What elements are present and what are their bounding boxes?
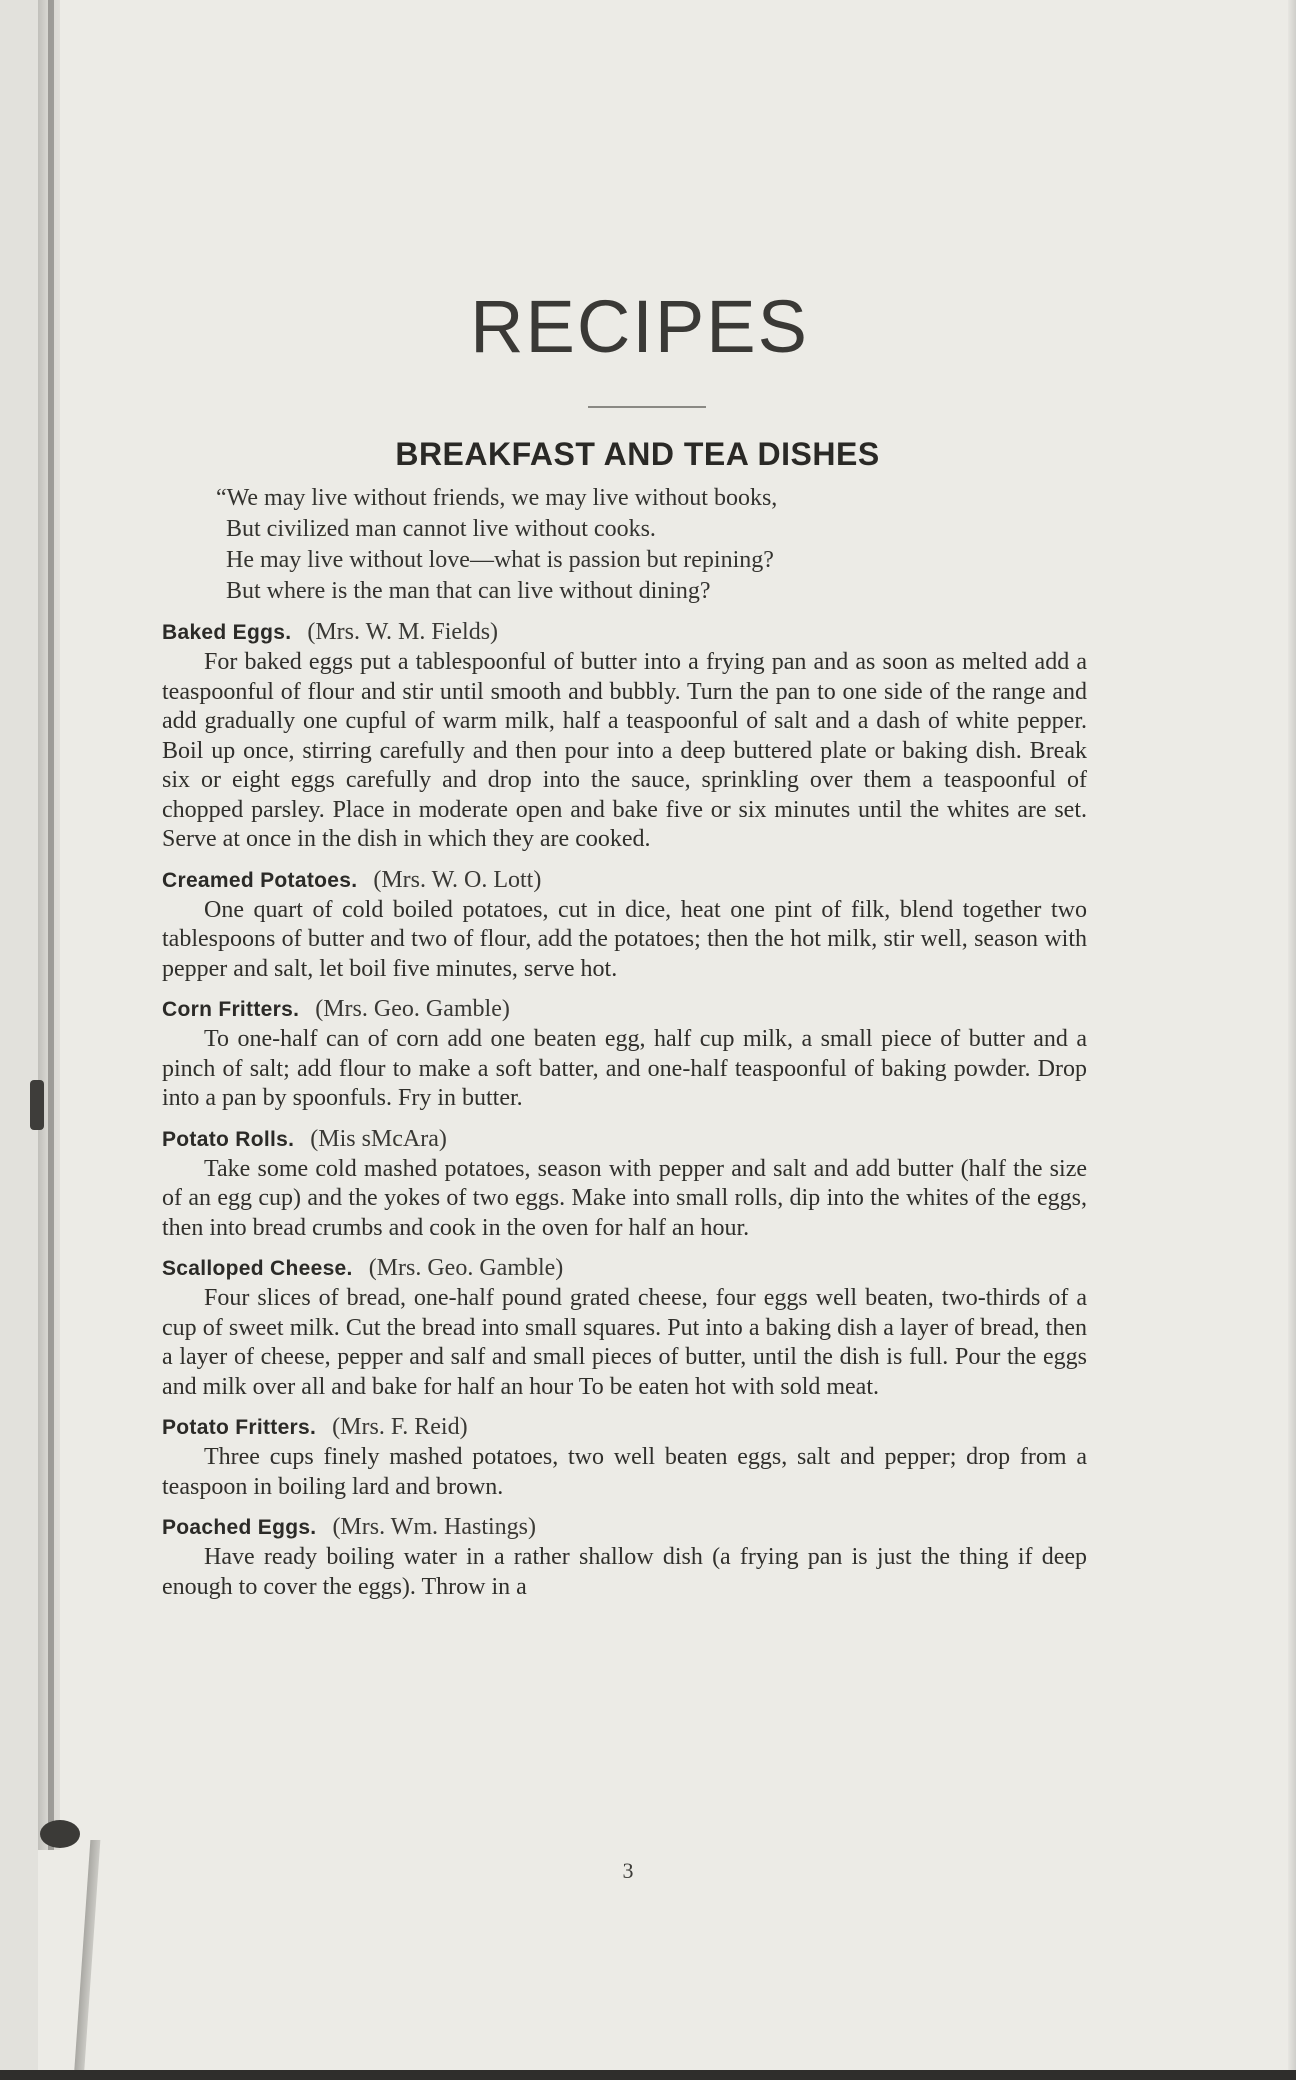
epigraph-verse [216,483,1087,607]
recipe-creamed-potatoes [162,865,1087,985]
recipe-scalloped-cheese [162,1253,1087,1402]
recipe-author: (Mis sMcAra) [310,1125,447,1152]
verse-line: But where is the man that can live without dining? [226,578,711,604]
verse-line: But civilized man cannot live without cooks. [226,516,656,542]
recipe-header [162,865,1087,896]
recipe-body: For baked eggs put a tablespoonful of butter into a frying pan and as soon as melted add a teaspoonful of flour and stir until smooth and bubbly. Turn the pan to one side of the range and add gradually one cupful of warm milk, half a teaspoonful of salt and a dash of white pepper. Boil up once, stirring carefully and then pour into a deep buttered plate or baking dish. Break six or eight eggs carefully and drop into the sauce, sprinkling over them a teaspoonful of chopped parsley. Place in moderate open and bake five or six minutes until the whites are set. Serve at once in the dish in which they are cooked. [162,649,1087,852]
recipe-baked-eggs [162,617,1087,855]
recipe-header [162,1124,1087,1155]
recipe-author: (Mrs. Geo. Gamble) [368,1255,564,1281]
verse-line: “We may live without friends, we may live without books, [216,485,778,511]
binding-edge [48,0,54,1850]
recipe-name: Potato Fritters. [162,1416,317,1439]
recipe-header [162,994,1087,1025]
recipe-name: Baked Eggs. [162,621,292,644]
recipe-author: (Mrs. Wm. Hastings) [332,1514,536,1540]
recipe-header [162,1412,1087,1443]
recipe-body: Four slices of bread, one-half pound grated cheese, four eggs well beaten, two-thirds of a cup of sweet milk. Cut the bread into small squares. Put into a baking dish a layer of bread, then a layer of cheese, pepper and salf and small pieces of butter, until the dish is full. Pour the eggs and milk over all and bake for half an hour To be eaten hot with sold meat. [162,1285,1087,1400]
recipe-author: (Mrs. Geo. Gamble) [315,996,510,1022]
recipe-body: To one-half can of corn add one beaten egg, half cup milk, a small piece of butter and a pinch of salt; add flour to make a soft batter, and one-half teaspoonful of baking powder. Drop into a pan by spoonfuls. Fry in butter. [162,1026,1087,1111]
recipe-name: Poached Eggs. [162,1516,317,1539]
recipe-body: Have ready boiling water in a rather shallow dish (a frying pan is just the thing if deep enough to cover the eggs). Throw in a [162,1544,1087,1600]
recipe-name: Corn Fritters. [162,998,300,1021]
page-title: RECIPES [470,285,809,368]
recipe-name: Scalloped Cheese. [162,1257,353,1280]
page-margin-left [0,0,38,2080]
recipe-body: Three cups finely mashed potatoes, two well beaten eggs, salt and pepper; drop from a teaspoon in boiling lard and brown. [162,1444,1087,1500]
recipe-body: Take some cold mashed potatoes, season with pepper and salt and add butter (half the size of an egg cup) and the yokes of two eggs. Make into small rolls, dip into the whites of the eggs, then into bread crumbs and cook in the oven for half an hour. [162,1155,1087,1241]
page-number-text: 3 [622,1858,634,1883]
recipe-potato-rolls [162,1124,1087,1244]
page-content [162,280,1087,1602]
page-edge-right [1288,0,1296,2080]
recipe-body: One quart of cold boiled potatoes, cut in dice, heat one pint of filk, blend together two tablespoons of butter and two of flour, add the potatoes; then the hot milk, stir well, season with pepper and salt, let boil five minutes, serve hot. [162,896,1087,982]
recipe-name: Creamed Potatoes. [162,868,358,892]
section-heading: BREAKFAST AND TEA DISHES [395,436,880,472]
recipe-name: Potato Rolls. [162,1127,295,1151]
recipe-corn-fritters [162,994,1087,1114]
page-number [0,1858,1296,1884]
recipe-potato-fritters [162,1412,1087,1502]
recipe-poached-eggs [162,1512,1087,1602]
recipe-header [162,1253,1087,1284]
recipe-header [162,1512,1087,1543]
recipe-author: (Mrs. W. M. Fields) [307,619,499,645]
recipe-author: (Mrs. F. Reid) [332,1414,468,1440]
recipe-author: (Mrs. W. O. Lott) [373,866,542,893]
verse-line: He may live without love—what is passion but repining? [226,547,774,573]
page-edge-bottom [0,2070,1296,2080]
recipe-header [162,617,1087,648]
title-divider [588,406,706,408]
binding-clip-mark [30,1080,44,1130]
binding-ink-blot [40,1820,80,1848]
